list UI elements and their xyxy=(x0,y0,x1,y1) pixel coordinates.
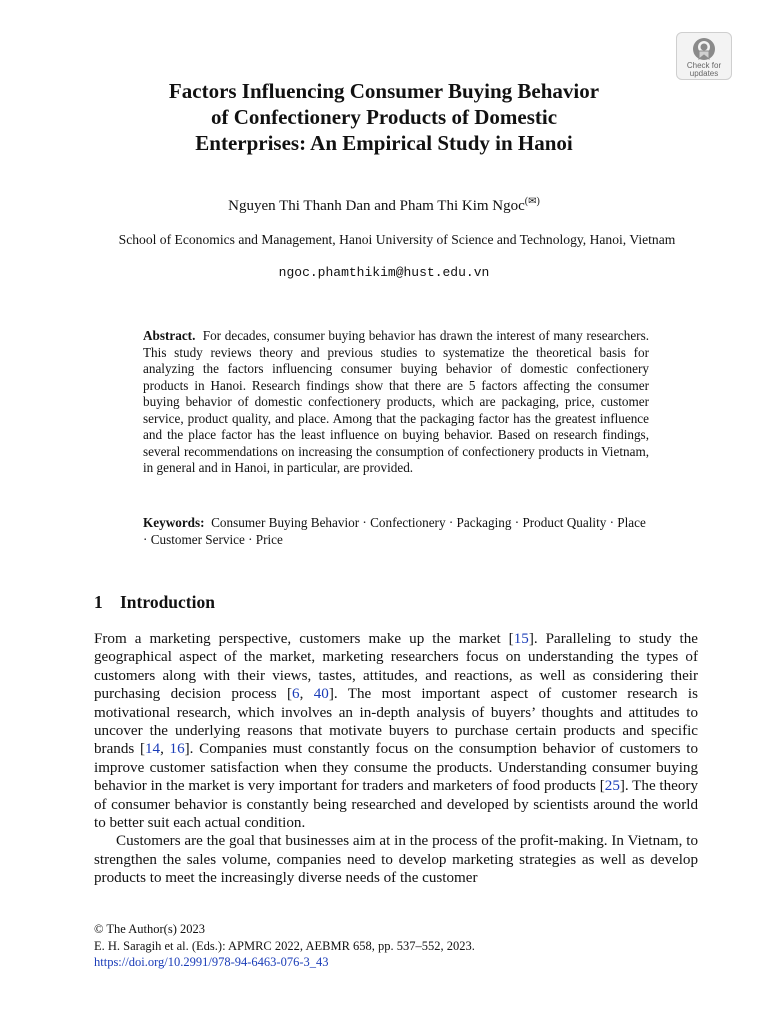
keywords xyxy=(143,514,649,548)
paper-title xyxy=(100,78,668,156)
citation-link[interactable]: 14 xyxy=(144,741,161,758)
citation-link[interactable]: 25 xyxy=(604,778,620,795)
footer xyxy=(94,921,698,971)
citation-link[interactable]: 15 xyxy=(513,631,529,647)
section-number: 1 xyxy=(94,592,103,612)
keywords-label: Keywords: xyxy=(143,515,205,530)
author-names: Nguyen Thi Thanh Dan and Pham Thi Kim Ngoc xyxy=(228,198,525,214)
author-list xyxy=(100,197,668,215)
text-span: ]. Companies must constantly focus on the consumption behavior of customers to improve customer satisfaction when they consume the products. Understanding consumer buying behavior in the market is very important for traders and marketers of food products [ xyxy=(94,741,698,795)
section-heading-introduction xyxy=(94,591,215,613)
paragraph-2: Customers are the goal that businesses aim at in the process of the profit-making. In Vietnam, to strengthen the sales volume, companies need to develop marketing strategies as well as develop products to meet the increasingly diverse needs of the customer xyxy=(94,833,698,887)
text-span: ]. The theory of consumer behavior is constantly being researched and developed by scientists around the world to better suit each actual condition. xyxy=(94,778,698,832)
body-text xyxy=(94,630,698,888)
section-title: Introduction xyxy=(120,592,215,612)
abstract xyxy=(143,328,649,477)
citation-link[interactable]: 40 xyxy=(313,686,329,703)
abstract-text: For decades, consumer buying behavior has drawn the interest of many researchers. This study reviews theory and previous studies to systematize the theoretical basis for analyzing the factors influencing consumer buying behavior of domestic confectionery products in Hanoi. Research findings show that there are 5 factors affecting the consumer buying behavior of domestic confectionery products, which are packaging, price, customer service, product quality, and place. Among that the packaging factor has the greatest influence and the place factor has the least influence on buying behavior. Based on research findings, several recommendations on increasing the consumption of confectionery products in Vietnam, in general and in Hanoi, in particular, are provided. xyxy=(143,328,650,475)
abstract-label: Abstract. xyxy=(143,328,196,343)
keywords-text: Consumer Buying Behavior · Confectionery · Packaging · Product Quality · Place · Customer Service · Price xyxy=(143,515,646,547)
doi-link[interactable]: https://doi.org/10.2991/978-94-6463-076-3_43 xyxy=(94,955,329,969)
affiliation: School of Economics and Management, Hanoi University of Science and Technology, Hanoi, Vietnam xyxy=(118,232,676,247)
title-line-1: Factors Influencing Consumer Buying Behavior xyxy=(168,79,600,103)
citation-line: E. H. Saragih et al. (Eds.): APMRC 2022, AEBMR 658, pp. 537–552, 2023. xyxy=(94,938,475,953)
text-span: ]. Paralleling to study the geographical aspect of the market, marketing researchers focus on understanding the types of customers along with their views, tastes, attitudes, and reactions, as well as considering their purchasing decision process [ xyxy=(94,631,699,703)
envelope-icon[interactable]: (✉) xyxy=(524,196,540,207)
bookmark-ribbon-icon xyxy=(692,37,716,61)
text-span: ]. The most important aspect of customer research is motivational research, which involves an in-depth analysis of buyers’ thoughts and attitudes to uncover the underlying reasons that motivate buyers to purchase certain products and specific brands [ xyxy=(94,686,698,758)
text-span: From a marketing perspective, customers make up the market [ xyxy=(94,631,514,647)
check-for-updates-label: Check for updates xyxy=(686,61,722,78)
title-line-2: of Confectionery Products of Domestic xyxy=(210,105,558,129)
citation-link[interactable]: 16 xyxy=(169,741,185,758)
paragraph-1 xyxy=(94,630,698,832)
title-line-3: Enterprises: An Empirical Study in Hanoi xyxy=(195,131,573,155)
author-email[interactable]: ngoc.phamthikim@hust.edu.vn xyxy=(278,265,490,280)
text-span: , xyxy=(299,686,314,703)
check-for-updates-badge[interactable] xyxy=(676,32,732,80)
citation-link[interactable]: 6 xyxy=(292,686,300,703)
copyright-line: © The Author(s) 2023 xyxy=(94,922,205,936)
text-span: , xyxy=(160,741,170,758)
